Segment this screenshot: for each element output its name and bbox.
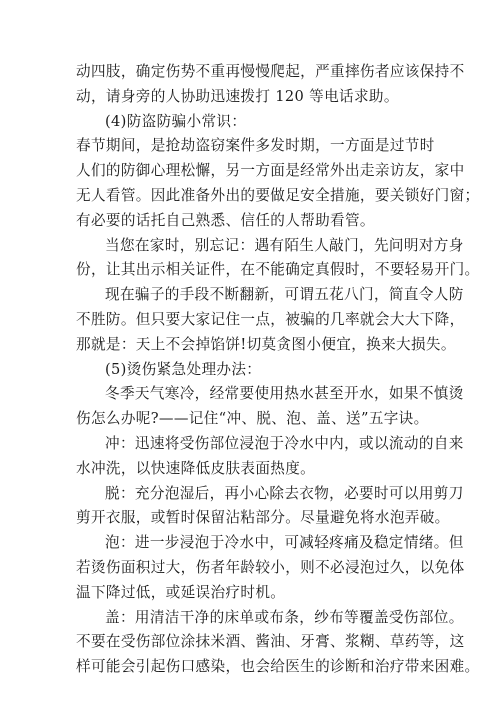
text-line: 份，让其出示相关证件，在不能确定真假时，不要轻易开门。 [76, 261, 480, 279]
text-line: 温下降过低，或延误治疗时机。 [76, 583, 286, 601]
text-line: 水冲洗，以快速降低皮肤表面热度。 [76, 459, 316, 477]
text-line: 当您在家时，别忘记：遇有陌生人敲门，先问明对方身 [105, 236, 464, 254]
text-line: 剪开衣服，或暂时保留沾粘部分。尽量避免将水泡弄破。 [76, 509, 450, 527]
text-line: 动四肢，确定伤势不重再慢慢爬起，严重摔伤者应该保持不 [76, 63, 465, 80]
document-body [76, 60, 480, 680]
text-line: 盖：用清洁干净的床单或布条，纱布等覆盖受伤部位。 [105, 608, 464, 626]
text-line: 动，请身旁的人协助迅速拨打 120 等电话求助。 [76, 87, 399, 105]
text-line: 不胜防。但只要大家记住一点，被骗的几率就会大大下降， [76, 310, 465, 328]
text-line: 那就是：天上不会掉馅饼!切莫贪图小便宜，换来大损失。 [76, 335, 456, 353]
text-line: 冲：迅速将受伤部位浸泡于冷水中内，或以流动的自来 [105, 434, 464, 452]
text-line: 无人看管。因此准备外出的要做足安全措施，要关锁好门窗； [76, 186, 480, 204]
text-line: 冬季天气寒冷，经常要使用热水甚至开水，如果不慎烫 [105, 385, 464, 403]
text-line: 泡：进一步浸泡于冷水中，可减轻疼痛及稳定情绪。但 [105, 534, 464, 552]
text-line: (5)烫伤紧急处理办法： [105, 360, 262, 378]
text-line: (4)防盗防骗小常识： [105, 112, 247, 130]
text-line: 不要在受伤部位涂抹米酒、酱油、牙膏、浆糊、草药等，这 [76, 633, 465, 651]
text-line: 若烫伤面积过大，伤者年龄较小，则不必浸泡过久，以免体 [76, 558, 465, 576]
text-line: 有必要的话托自己熟悉、信任的人帮助看管。 [76, 211, 375, 229]
text-line: 春节期间，是抢劫盗窃案件多发时期，一方面是过节时 [76, 137, 435, 155]
text-line: 样可能会引起伤口感染，也会给医生的诊断和治疗带来困难。 [76, 658, 480, 676]
text-line: 脱：充分泡湿后，再小心除去衣物，必要时可以用剪刀 [105, 484, 464, 502]
text-line: 伤怎么办呢?——记住“冲、脱、泡、盖、送”五字诀。 [76, 410, 429, 428]
text-line: 人们的防御心理松懈，另一方面是经常外出走亲访友，家中 [76, 162, 465, 180]
text-line: 现在骗子的手段不断翻新，可谓五花八门，简直令人防 [105, 286, 464, 304]
